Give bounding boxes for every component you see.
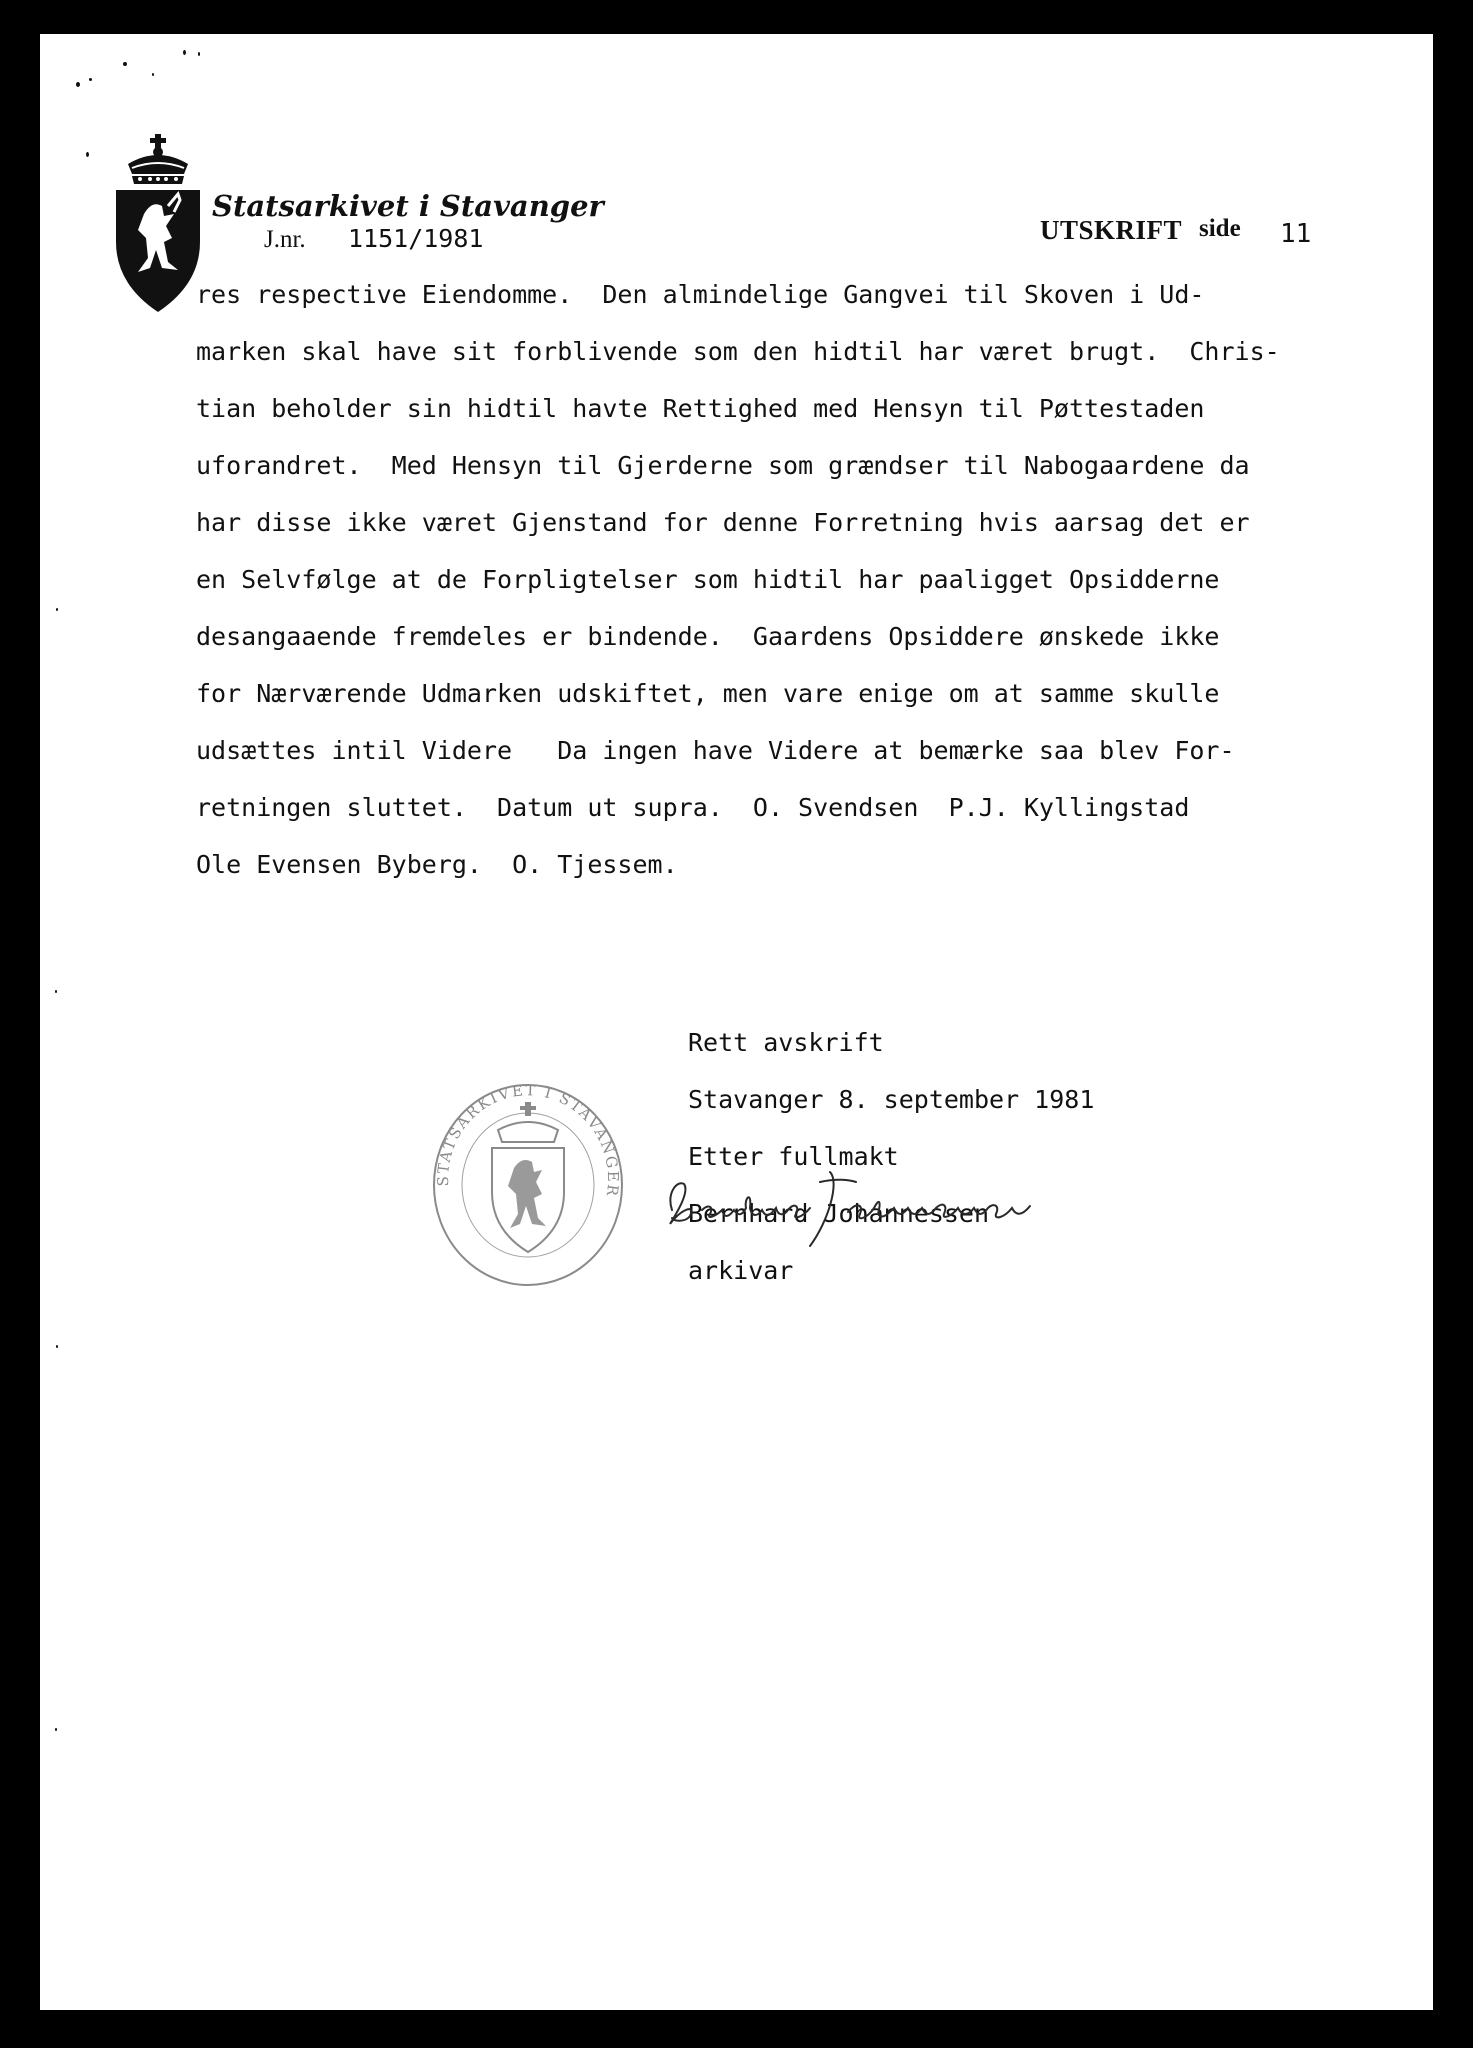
text-line: tian beholder sin hidtil havte Rettighed med Hensyn til Pøttestaden bbox=[196, 394, 1205, 423]
handwritten-signature bbox=[660, 1162, 1040, 1252]
institution-name: Statsarkivet i Stavanger bbox=[212, 189, 604, 223]
utskrift-label: UTSKRIFT bbox=[1040, 215, 1183, 245]
signatory-title: arkivar bbox=[688, 1256, 794, 1285]
text-line: en Selvfølge at de Forpligtelser som hidtil har paaligget Opsidderne bbox=[196, 565, 1220, 594]
place-date: Stavanger 8. september 1981 bbox=[688, 1085, 1095, 1114]
text-line: desangaaende fremdeles er bindende. Gaardens Opsiddere ønskede ikke bbox=[196, 622, 1220, 651]
text-line: for Nærværende Udmarken udskiftet, men vare enige om at samme skulle bbox=[196, 679, 1220, 708]
text-line: retningen sluttet. Datum ut supra. O. Svendsen P.J. Kyllingstad bbox=[196, 793, 1190, 822]
page-number: 11 bbox=[1280, 219, 1312, 249]
text-line: uforandret. Med Hensyn til Gjerderne som grændser til Nabogaardene da bbox=[196, 451, 1250, 480]
body-text bbox=[196, 275, 1436, 902]
text-line: Ole Evensen Byberg. O. Tjessem. bbox=[196, 850, 678, 879]
certification-text: Rett avskrift bbox=[688, 1028, 884, 1057]
journal-number-label: J.nr. bbox=[264, 226, 306, 253]
stamp-text: STATSARKIVET I STAVANGER bbox=[433, 1081, 623, 1199]
signatory-name: Bernhard Johannessen bbox=[688, 1199, 990, 1228]
text-line: har disse ikke været Gjenstand for denne Forretning hvis aarsag det er bbox=[196, 508, 1250, 537]
text-line: res respective Eiendomme. Den almindelige Gangvei til Skoven i Ud- bbox=[196, 280, 1205, 309]
coat-of-arms-icon bbox=[108, 134, 208, 314]
authority-text: Etter fullmakt bbox=[688, 1142, 899, 1171]
stamp-coat-of-arms-icon bbox=[492, 1102, 564, 1252]
journal-number-value: 1151/1981 bbox=[348, 224, 484, 253]
text-line: marken skal have sit forblivende som den hidtil har været brugt. Chris- bbox=[196, 337, 1280, 366]
archive-stamp bbox=[428, 1080, 628, 1290]
side-label: side bbox=[1199, 215, 1241, 242]
text-line: udsættes intil Videre Da ingen have Videre at bemærke saa blev For- bbox=[196, 736, 1235, 765]
